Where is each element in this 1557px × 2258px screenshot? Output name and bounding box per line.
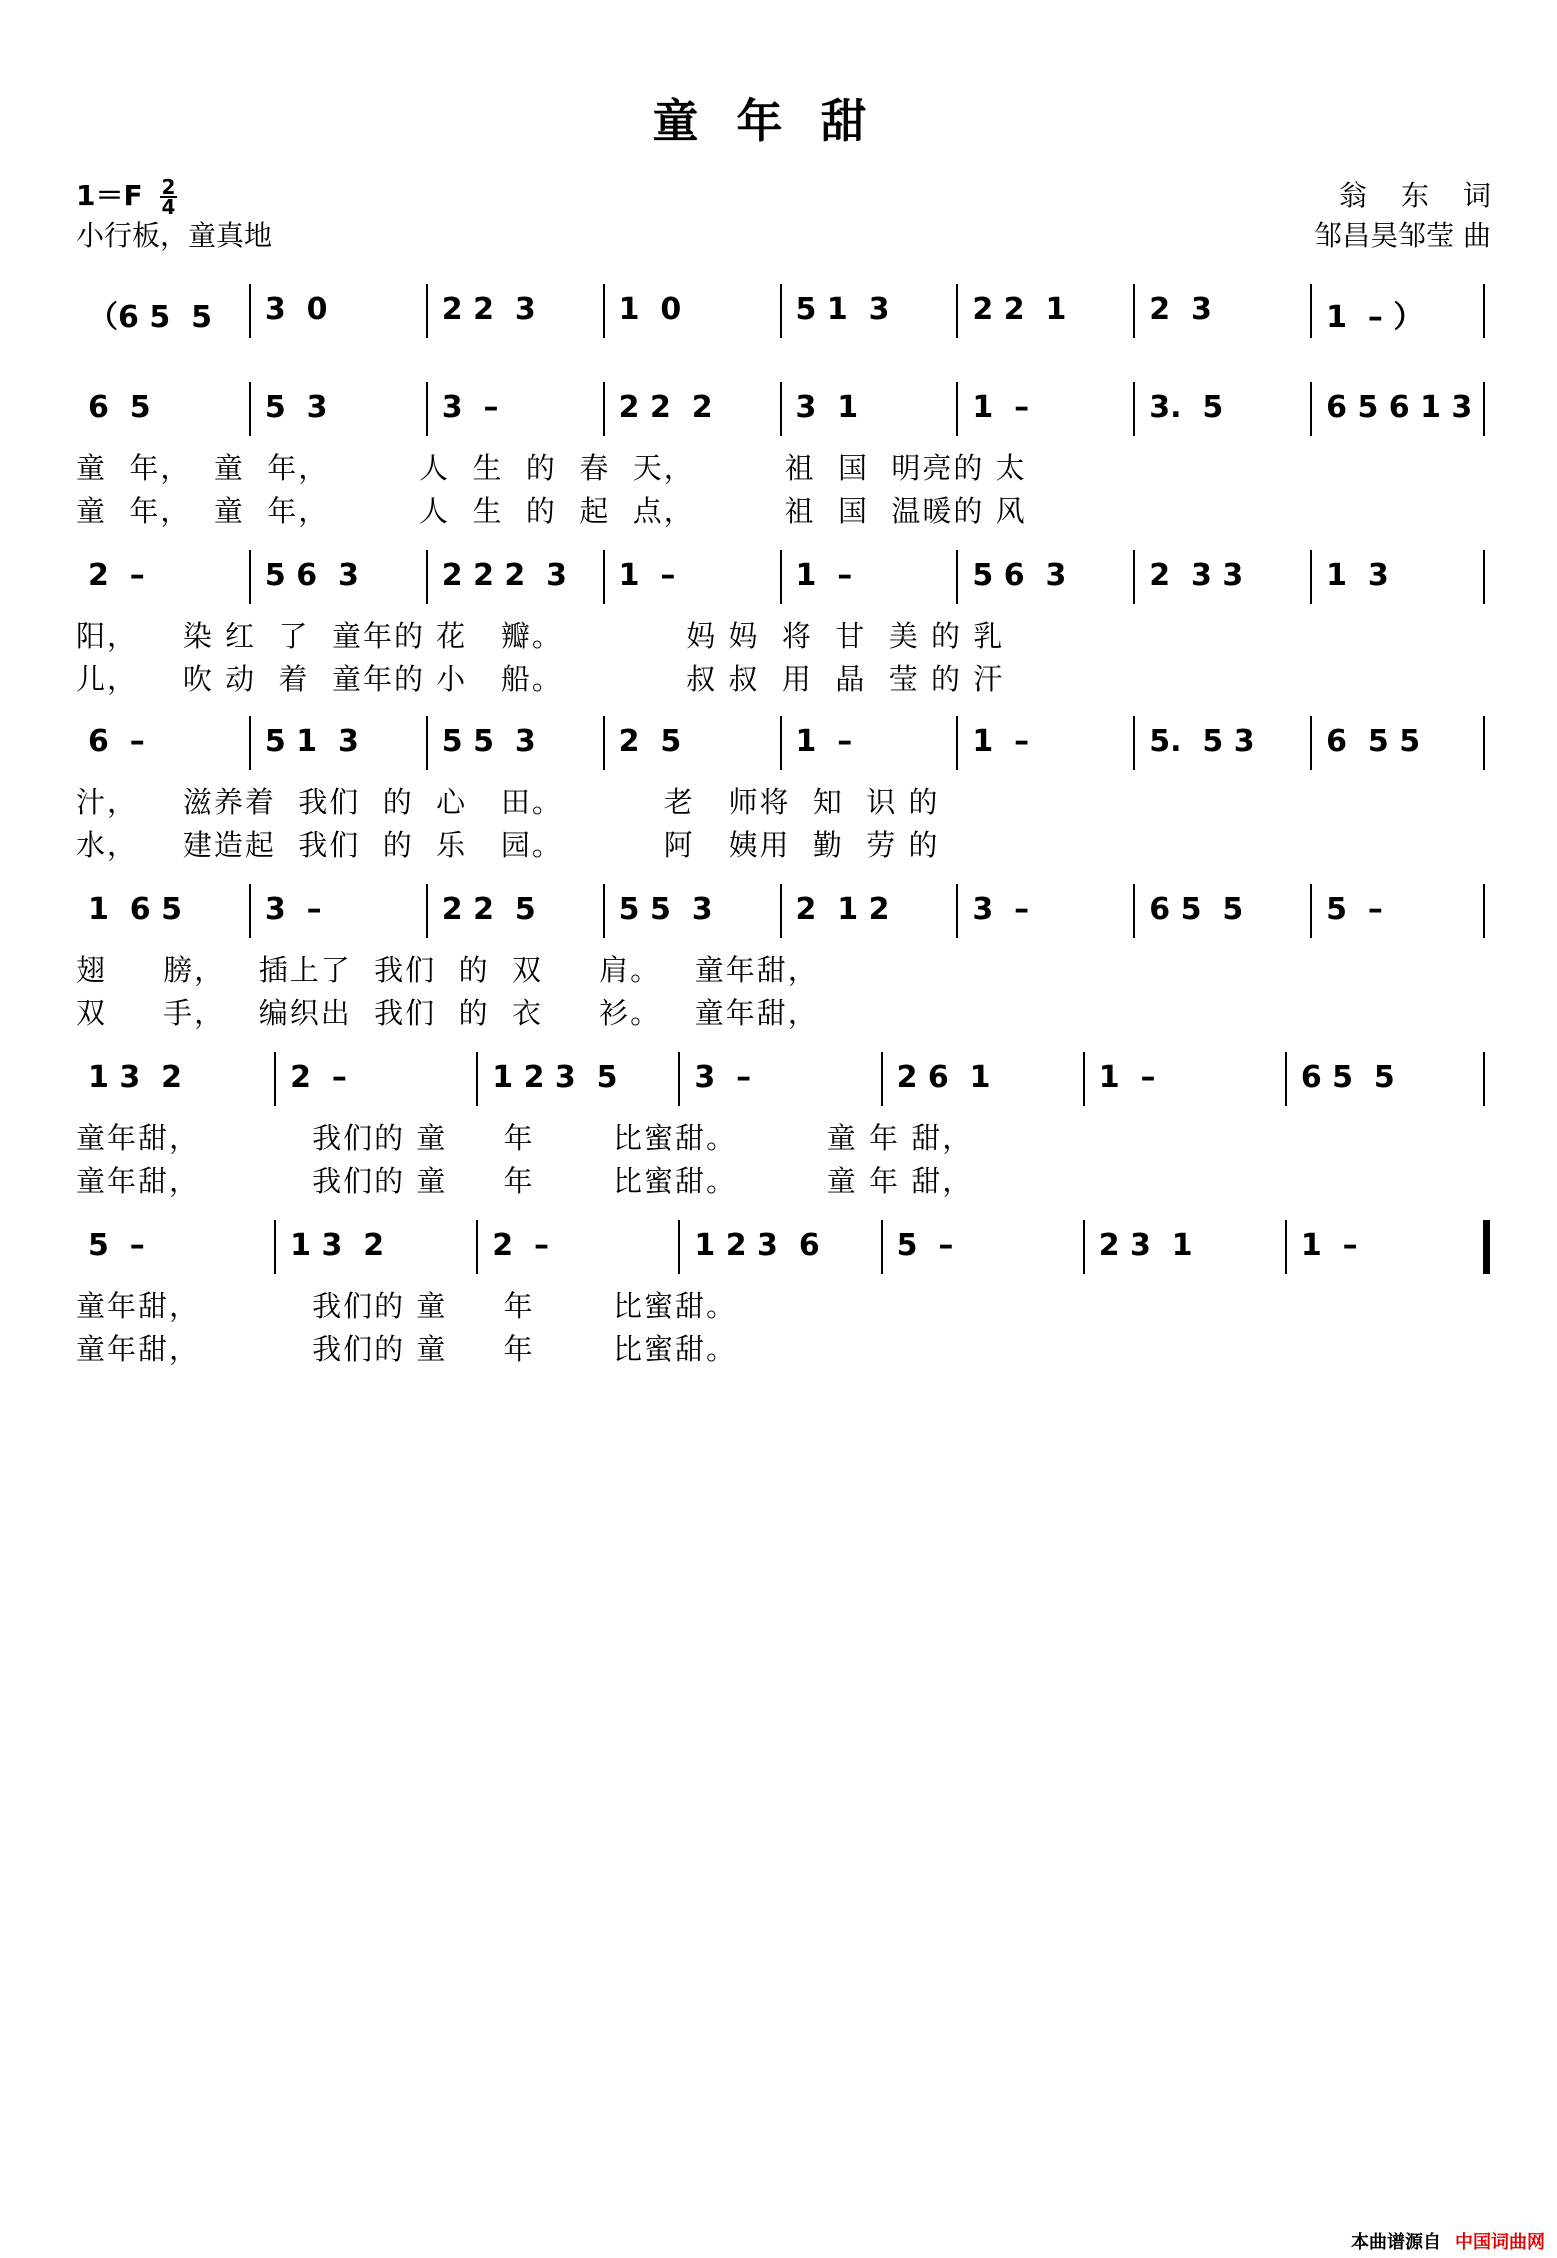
barline	[249, 884, 251, 938]
measure: 5 6 3	[264, 558, 359, 593]
barline	[603, 550, 605, 604]
barline	[426, 382, 428, 436]
lyric-line-2: 儿， 吹 动 着 童年的 小 船。 叔 叔 用 晶 莹 的 汗	[76, 662, 1005, 696]
time-signature-top: 2	[161, 175, 176, 199]
measure: 1 – ）	[1326, 300, 1424, 335]
measure: 1 –	[1300, 1228, 1358, 1263]
measure: 5. 5 3	[1149, 724, 1255, 759]
barline	[476, 1220, 478, 1274]
measure: 3 1	[795, 390, 859, 425]
measure: 1 –	[795, 558, 853, 593]
measure: 2 3	[1149, 292, 1212, 327]
barline	[603, 284, 605, 338]
barline	[426, 884, 428, 938]
barline	[881, 1220, 883, 1274]
measure: 2 –	[492, 1228, 550, 1263]
notation-line	[76, 1050, 1491, 1112]
time-signature	[160, 175, 178, 219]
barline	[1310, 716, 1312, 770]
measure: 2 2 1	[972, 292, 1067, 327]
barline	[1285, 1052, 1287, 1106]
footer-source: 本曲谱源自	[1351, 2232, 1441, 2253]
barline	[249, 284, 251, 338]
barline	[678, 1220, 680, 1274]
barline	[1285, 1220, 1287, 1274]
barline	[780, 884, 782, 938]
measure: 6 5 5	[1300, 1060, 1395, 1095]
measure: 1 2 3 5	[492, 1060, 618, 1095]
measure: 5 –	[88, 1228, 145, 1263]
barline	[956, 284, 958, 338]
barline	[678, 1052, 680, 1106]
barline	[956, 382, 958, 436]
key-tempo-block	[76, 176, 272, 256]
barline	[603, 382, 605, 436]
barline	[1310, 550, 1312, 604]
measure: 5 1 3	[264, 724, 359, 759]
tempo-marking: 小行板，童真地	[76, 219, 273, 252]
measure: 5 5 3	[441, 724, 536, 759]
barline	[1483, 884, 1485, 938]
barline	[1133, 382, 1135, 436]
lyric-line-1: 阳， 染 红 了 童年的 花 瓣。 妈 妈 将 甘 美 的 乳	[76, 619, 1005, 653]
measure: 1 6 5	[88, 892, 182, 927]
barline	[603, 716, 605, 770]
barline	[780, 550, 782, 604]
barline	[1483, 284, 1485, 338]
lyric-line-2: 童年甜， 我们的 童 年 比蜜甜。	[76, 1332, 738, 1366]
barline	[1483, 382, 1485, 436]
barline	[1083, 1052, 1085, 1106]
barline	[780, 382, 782, 436]
notation-line	[76, 714, 1491, 776]
barline	[1310, 884, 1312, 938]
notation-line	[76, 548, 1491, 610]
lyric-line-1: 童 年， 童 年， 人 生 的 春 天， 祖 国 明亮的 太	[76, 451, 1027, 485]
measure: 1 –	[795, 724, 853, 759]
barline	[956, 884, 958, 938]
measure: 5 3	[264, 390, 328, 425]
barline	[274, 1052, 276, 1106]
measure: 2 2 2	[618, 390, 713, 425]
lyric-line-1: 童年甜， 我们的 童 年 比蜜甜。 童 年 甜，	[76, 1121, 974, 1155]
measure: 1 3 2	[88, 1060, 182, 1095]
measure: 6 5	[88, 390, 151, 425]
lyric-line-1: 童年甜， 我们的 童 年 比蜜甜。	[76, 1289, 738, 1323]
notation-line	[76, 1218, 1491, 1280]
measure: 3 0	[264, 292, 328, 327]
measure: 2 6 1	[896, 1060, 991, 1095]
barline	[1310, 284, 1312, 338]
lyricist-credit: 翁东词	[1338, 179, 1525, 212]
measure: （6 5 5	[88, 300, 212, 335]
measure: 2 2 5	[441, 892, 536, 927]
measure: 1 –	[972, 724, 1030, 759]
notation-line	[76, 882, 1491, 944]
barline	[1483, 1220, 1490, 1274]
measure: 2 –	[88, 558, 145, 593]
barline	[1310, 382, 1312, 436]
measure: 3 –	[264, 892, 322, 927]
key-line	[76, 175, 272, 219]
barline	[1083, 1220, 1085, 1274]
barline	[274, 1220, 276, 1274]
measure: 1 2 3 6	[694, 1228, 820, 1263]
measure: 2 3 1	[1098, 1228, 1193, 1263]
measure: 3. 5	[1149, 390, 1224, 425]
notation-line	[76, 282, 1491, 344]
measure: 1 3	[1326, 558, 1389, 593]
measure: 5 6 3	[972, 558, 1067, 593]
barline	[1133, 884, 1135, 938]
measure: 5 1 3	[795, 292, 890, 327]
measure: 6 5 5	[1326, 724, 1421, 759]
barline	[1133, 716, 1135, 770]
measure: 2 2 3	[441, 292, 536, 327]
barline	[249, 716, 251, 770]
measure: 2 5	[618, 724, 682, 759]
measure: 1 0	[618, 292, 682, 327]
lyric-line-2: 童 年， 童 年， 人 生 的 起 点， 祖 国 温暖的 风	[76, 494, 1027, 528]
measure: 5 –	[896, 1228, 954, 1263]
lyric-line-2: 双 手， 编织出 我们 的 衣 衫。 童年甜，	[76, 996, 819, 1030]
barline	[426, 284, 428, 338]
barline	[780, 716, 782, 770]
measure: 2 3 3	[1149, 558, 1244, 593]
measure: 6 –	[88, 724, 145, 759]
barline	[956, 550, 958, 604]
barline	[1483, 716, 1485, 770]
measure: 5 –	[1326, 892, 1383, 927]
barline	[603, 884, 605, 938]
barline	[1483, 550, 1485, 604]
measure: 3 –	[694, 1060, 752, 1095]
footer-site: 中国词曲网	[1455, 2232, 1545, 2253]
measure: 2 –	[290, 1060, 347, 1095]
measure: 2 1 2	[795, 892, 890, 927]
lyric-line-2: 水， 建造起 我们 的 乐 园。 阿 姨用 勤 劳 的	[76, 828, 940, 862]
lyric-line-1: 汁， 滋养着 我们 的 心 田。 老 师将 知 识 的	[76, 785, 940, 819]
measure: 1 –	[618, 558, 676, 593]
measure: 5 5 3	[618, 892, 713, 927]
credits-block	[1314, 176, 1525, 256]
barline	[249, 382, 251, 436]
key-signature: 1＝F	[76, 179, 143, 212]
barline	[426, 716, 428, 770]
measure: 6 5 5	[1149, 892, 1244, 927]
measure: 3 –	[972, 892, 1030, 927]
notation-line	[76, 380, 1491, 442]
measure: 3 –	[441, 390, 499, 425]
lyric-line-2: 童年甜， 我们的 童 年 比蜜甜。 童 年 甜，	[76, 1164, 974, 1198]
measure: 2 2 2 3	[441, 558, 568, 593]
barline	[881, 1052, 883, 1106]
composer-credit: 邹昌昊邹莹 曲	[1314, 219, 1491, 252]
footer	[1351, 2228, 1545, 2254]
lyric-line-1: 翅 膀， 插上了 我们 的 双 肩。 童年甜，	[76, 953, 819, 987]
measure: 6 5 6 1 3	[1326, 390, 1473, 425]
barline	[1133, 284, 1135, 338]
time-signature-bottom: 4	[161, 195, 176, 219]
measure: 1 3 2	[290, 1228, 385, 1263]
barline	[476, 1052, 478, 1106]
barline	[956, 716, 958, 770]
barline	[1483, 1052, 1485, 1106]
song-title: 童年甜	[652, 94, 905, 148]
barline	[1133, 550, 1135, 604]
barline	[426, 550, 428, 604]
barline	[780, 284, 782, 338]
measure: 1 –	[972, 390, 1030, 425]
barline	[249, 550, 251, 604]
measure: 1 –	[1098, 1060, 1156, 1095]
